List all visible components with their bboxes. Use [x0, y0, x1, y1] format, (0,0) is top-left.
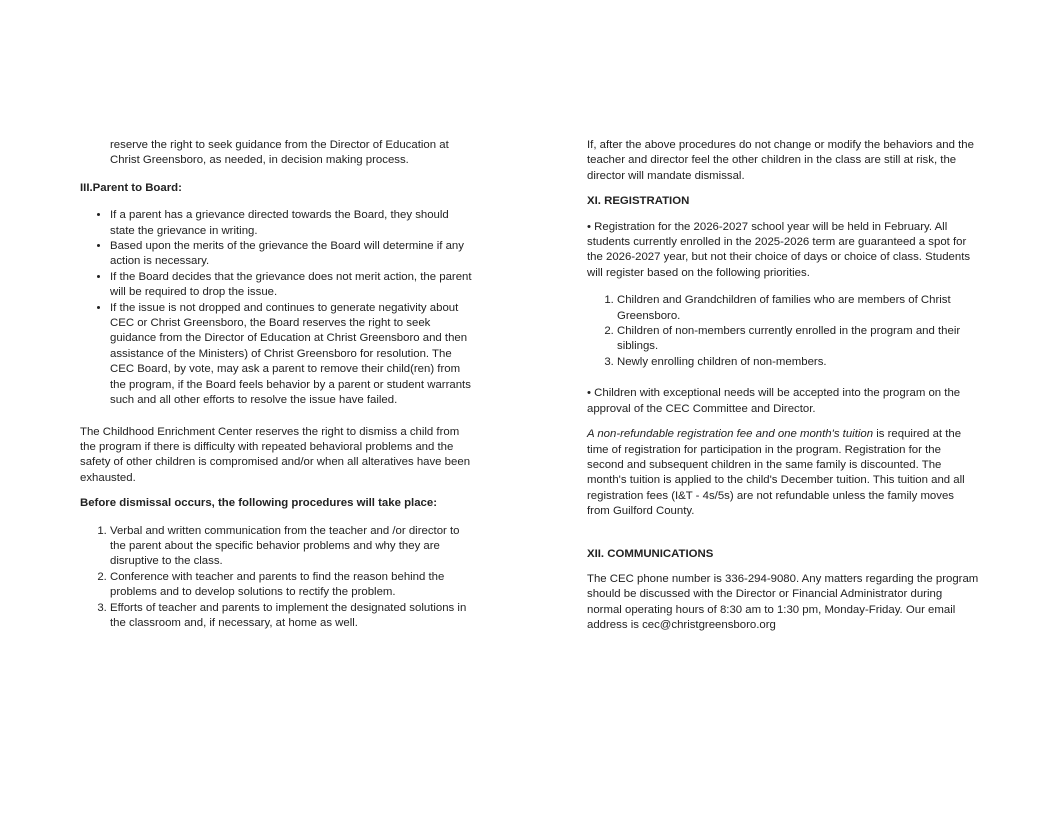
list-item: • If the Board decides that the grievance does not merit action, the parent will be required to drop the issue.	[110, 270, 472, 301]
continuation-paragraph: reserve the right to seek guidance from the Director of Education at Christ Greensboro, as needed, in decision making process.	[110, 139, 449, 167]
list-item: 3. Newly enrolling children of non-members.	[617, 355, 979, 370]
communications-heading: XII. COMMUNICATIONS	[587, 547, 714, 560]
registration-intro: • Registration for the 2026-2027 school year will be held in February. All students currently enrolled in the 2025-2026 term are guaranteed a spot for the 2026-2027 year, but not their choice of days or choice of class. Students will register based on the following priorities.	[587, 220, 971, 279]
dismissal-paragraph: The Childhood Enrichment Center reserves the right to dismiss a child from the program if there is difficulty with repeated behavioral problems and the safety of other children is compromised and/or when all alteratives have been exhausted.	[80, 425, 471, 484]
registration-heading: XI. REGISTRATION	[587, 195, 690, 208]
list-item: 1. Children and Grandchildren of families who are members of Christ Greensboro.	[617, 293, 979, 324]
exceptional-needs-paragraph: • Children with exceptional needs will be accepted into the program on the approval of the CEC Committee and Director.	[587, 387, 961, 415]
dismissal-procedures-list	[80, 524, 472, 632]
registration-fee-paragraph	[587, 427, 979, 519]
parent-to-board-heading: III.Parent to Board:	[80, 181, 182, 194]
list-item: 1. Verbal and written communication from the teacher and /or director to the parent about the specific behavior problems and why they are disruptive to the class.	[110, 524, 472, 570]
list-item: • Based upon the merits of the grievance the Board will determine if any action is necessary.	[110, 239, 472, 270]
list-item: • If the issue is not dropped and continues to generate negativity about CEC or Christ Greensboro, the Board reserves the right to seek guidance from the Director of Education at Christ Greensboro and then assistance of the Ministers) of Christ Greensboro for resolution. The CEC Board, by vote, may ask a parent to remove their child(ren) from the program, if the Board feels behavior by a parent or student warrants such and all other efforts to resolve the issue have failed.	[110, 301, 472, 409]
fee-emphasis: A non-refundable registration fee and one month's tuition	[587, 428, 874, 441]
fee-details: is required at the time of registration for participation in the program. Registration for the second and subsequent children in the same family is discounted. The month's tuition is applied to the child's December tuition. This tuition and all registration fees (I&T - 4s/5s) are not refundable unless the family moves from Guilford County.	[587, 428, 965, 518]
procedures-heading: Before dismissal occurs, the following procedures will take place:	[80, 497, 438, 510]
list-item: 2. Conference with teacher and parents to find the reason behind the problems and to develop solutions to rectify the problem.	[110, 570, 472, 601]
right-column	[587, 138, 979, 634]
after-procedures-paragraph: If, after the above procedures do not change or modify the behaviors and the teacher and director feel the other children in the class are still at risk, the director will mandate dismissal.	[587, 139, 974, 182]
list-item: • If a parent has a grievance directed towards the Board, they should state the grievance in writing.	[110, 208, 472, 239]
board-grievance-list	[80, 208, 472, 408]
list-item: 3. Efforts of teacher and parents to implement the designated solutions in the classroom and, if necessary, at home as well.	[110, 601, 472, 632]
left-column	[80, 138, 472, 631]
registration-priorities-list	[587, 293, 979, 370]
communications-paragraph: The CEC phone number is 336-294-9080. Any matters regarding the program should be discussed with the Director or Financial Administrator during normal operating hours of 8:30 am to 1:30 pm, Monday-Friday. Our email address is cec@christgreensboro.org	[587, 572, 979, 632]
list-item: 2. Children of non-members currently enrolled in the program and their siblings.	[617, 324, 979, 355]
